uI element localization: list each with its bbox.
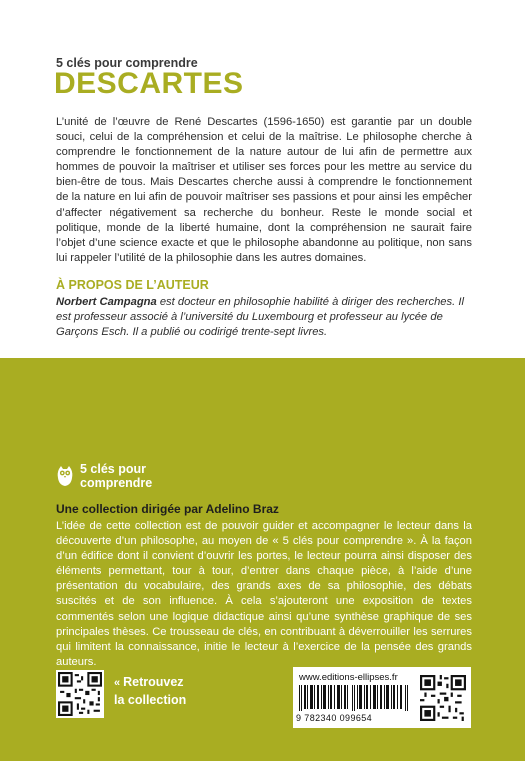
qr-code-website[interactable]: [420, 675, 466, 721]
owl-icon: [56, 465, 74, 487]
collection-heading: Une collection dirigée par Adelino Braz: [56, 502, 279, 516]
qr-code-collection[interactable]: [56, 670, 104, 718]
retrouvez-line1: « Retrouvez: [114, 675, 184, 689]
publisher-website[interactable]: www.editions-ellipses.fr: [299, 672, 398, 683]
author-bio: [56, 295, 472, 340]
chevron-left-icon: «: [114, 677, 121, 689]
series-kicker: 5 clés pour comprendre: [56, 56, 198, 70]
book-summary: L’unité de l’œuvre de René Descartes (1596-1650) est garantie par un double souci, celui de la compréhension et celui de la maîtrise. Le philosophe cherche à comprendre le fonctionnement de la nature autour de lui afin de permettre aux hommes de pouvoir la maîtriser et utiliser ses forces pour les mettre au service du bien-être de tous. Mais Descartes cherche aussi à comprendre le fonctionnement de la nature en lui afin de pouvoir maîtriser ses passions et pour ainsi les empêcher d’affecter négativement sa recherche du bonheur. Reste le monde social et politique, monde de la liberté humaine, dont la compréhension ne saurait faire l’objet d’une science exacte et que le philosophe abandonne au politique, non sans lui rappeler l’utilité de la philosophie dans les autres domaines.: [56, 116, 472, 264]
barcode-panel: [293, 667, 471, 728]
isbn-number: 9 782340 099654: [296, 713, 373, 723]
series-name-line2: comprendre: [80, 476, 153, 490]
book-title: DESCARTES: [54, 67, 244, 100]
author-name: Norbert Campagna: [56, 296, 157, 308]
series-name-line1: 5 clés pour: [80, 462, 146, 476]
retrouvez-collection-link[interactable]: [114, 674, 186, 709]
retrouvez-line2: la collection: [114, 693, 187, 707]
barcode-icon: [299, 685, 409, 711]
series-logo: [56, 462, 152, 490]
author-bio-text: est docteur en philosophie habilité à diriger des recherches. Il est professeur associé à l’université du Luxembourg et professeur au lycée de Garçons Esch. Il a publié ou codirigé trente-sept livres.: [56, 296, 464, 338]
author-heading: À PROPOS DE L’AUTEUR: [56, 278, 209, 292]
series-name: [80, 462, 152, 490]
cover-top: [0, 0, 525, 358]
collection-description: L’idée de cette collection est de pouvoir guider et accompagner le lecteur dans la découverte d’un philosophe, au moyen de « 5 clés pour comprendre ». À la façon d’un édifice dont il convient d’ouvrir les portes, le lecteur pourra ainsi disposer des éléments permettant, tour à tour, d’entrer dans chaque pièce, à l’aide d’une présentation du vocabulaire, des grands axes de sa philosophie, des débats suscités et de son influence. À cela s’ajouteront une exposition de textes commentés selon une logique didactique ainsi qu’une synthèse graphique de ses principales thèses. Ce trousseau de clés, en contribuant à déverrouiller les serrures qui limitent la connaissance, initie le lecteur à l’exercice de la pensée des grands auteurs.: [56, 520, 472, 668]
